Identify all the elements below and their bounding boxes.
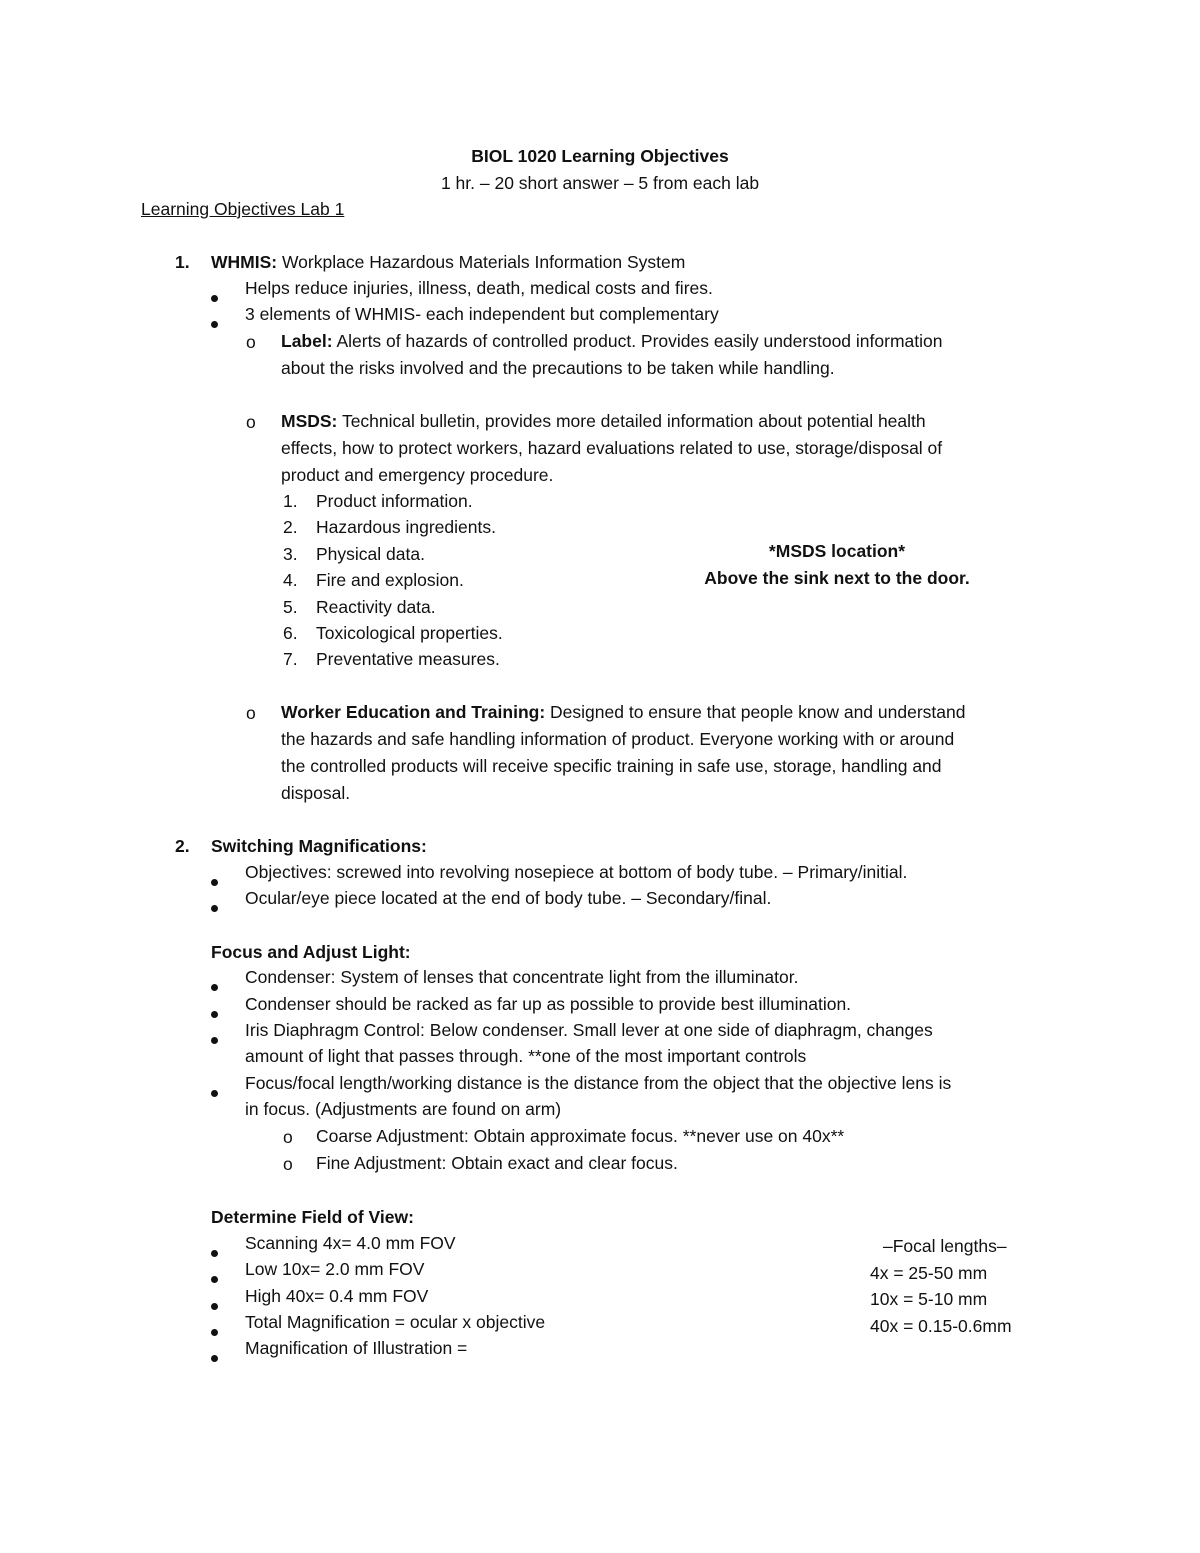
list-item: Iris Diaphragm Control: Below condenser. Small lever at one side of diaphragm, changes	[245, 1020, 933, 1040]
page-title: BIOL 1020 Learning Objectives	[471, 146, 729, 166]
label-text: Alerts of hazards of controlled product. Provides easily understood information	[336, 331, 943, 351]
msds-text: Technical bulletin, provides more detailed information about potential health	[341, 411, 926, 431]
list-item: Total Magnification = ocular x objective	[245, 1312, 546, 1332]
list-item: Objectives: screwed into revolving nosepiece at bottom of body tube. – Primary/initial.	[245, 862, 908, 882]
list-item-cont: in focus. (Adjustments are found on arm)	[245, 1099, 562, 1119]
worker-text: Designed to ensure that people know and understand	[550, 702, 966, 722]
list-item: Focus/focal length/working distance is the distance from the object that the objective lens is	[245, 1073, 952, 1093]
msds-location-title: *MSDS location*	[768, 541, 906, 561]
label-description-cont: about the risks involved and the precautions to be taken while handling.	[281, 358, 835, 378]
list-item: Condenser: System of lenses that concentrate light from the illuminator.	[245, 967, 799, 987]
bullet-dot	[211, 1027, 218, 1049]
list-item: Magnification of Illustration =	[245, 1338, 468, 1358]
worker-education-cont: the hazards and safe handling information of product. Everyone working with or around	[281, 729, 955, 749]
msds-list-number: 4.	[283, 570, 298, 590]
bullet-dot	[211, 895, 218, 917]
bullet-dot	[211, 285, 218, 307]
msds-location-text: Above the sink next to the door.	[704, 568, 970, 588]
sub-bullet-marker: o	[246, 332, 256, 352]
worker-education-cont: the controlled products will receive specific training in safe use, storage, handling and	[281, 756, 942, 776]
label-description	[281, 330, 942, 352]
list-item-cont: amount of light that passes through. **one of the most important controls	[245, 1046, 807, 1066]
focal-length-item: 40x = 0.15-0.6mm	[870, 1316, 1012, 1336]
msds-list-item: Fire and explosion.	[316, 570, 464, 590]
msds-list-item: Hazardous ingredients.	[316, 517, 496, 537]
switching-heading: Switching Magnifications:	[211, 836, 427, 856]
list-item: 3 elements of WHMIS- each independent but complementary	[245, 304, 719, 324]
focal-length-item: 4x = 25-50 mm	[870, 1263, 988, 1283]
msds-list-number: 5.	[283, 597, 298, 617]
page-subtitle: 1 hr. – 20 short answer – 5 from each lab	[440, 173, 760, 193]
whmis-text: Workplace Hazardous Materials Information System	[281, 252, 686, 272]
msds-list-number: 6.	[283, 623, 298, 643]
msds-list-item: Physical data.	[316, 544, 425, 564]
list-item: Scanning 4x= 4.0 mm FOV	[245, 1233, 456, 1253]
msds-list-item: Reactivity data.	[316, 597, 436, 617]
worker-title: Worker Education and Training:	[281, 702, 546, 722]
sub-bullet-marker: o	[283, 1154, 293, 1174]
list-item: Low 10x= 2.0 mm FOV	[245, 1259, 425, 1279]
msds-list-number: 3.	[283, 544, 298, 564]
list-item: High 40x= 0.4 mm FOV	[245, 1286, 429, 1306]
bullet-dot	[211, 869, 218, 891]
focus-heading: Focus and Adjust Light:	[211, 942, 411, 962]
msds-description-cont: product and emergency procedure.	[281, 465, 554, 485]
fov-heading: Determine Field of View:	[211, 1207, 414, 1227]
msds-description	[281, 410, 926, 432]
list-number: 1.	[175, 252, 190, 272]
msds-title: MSDS:	[281, 411, 338, 431]
whmis-label: WHMIS:	[211, 252, 278, 272]
bullet-dot	[211, 311, 218, 333]
msds-list-number: 2.	[283, 517, 298, 537]
sub-bullet-marker: o	[246, 703, 256, 723]
list-item: Ocular/eye piece located at the end of body tube. – Secondary/final.	[245, 888, 772, 908]
msds-list-item: Product information.	[316, 491, 473, 511]
bullet-dot	[211, 1240, 218, 1262]
msds-list-item: Toxicological properties.	[316, 623, 503, 643]
list-number: 2.	[175, 836, 190, 856]
bullet-dot	[211, 1266, 218, 1288]
label-title: Label:	[281, 331, 333, 351]
bullet-dot	[211, 1293, 218, 1315]
worker-education-cont: disposal.	[281, 783, 351, 803]
bullet-dot	[211, 1080, 218, 1102]
bullet-dot	[211, 974, 218, 996]
bullet-dot	[211, 1319, 218, 1341]
section-heading: Learning Objectives Lab 1	[141, 199, 345, 219]
sub-bullet-marker: o	[246, 412, 256, 432]
focal-length-item: 10x = 5-10 mm	[870, 1289, 988, 1309]
sub-list-item: Fine Adjustment: Obtain exact and clear focus.	[316, 1153, 678, 1173]
sub-bullet-marker: o	[283, 1127, 293, 1147]
bullet-dot	[211, 1345, 218, 1367]
sub-list-item: Coarse Adjustment: Obtain approximate focus. **never use on 40x**	[316, 1126, 845, 1146]
msds-list-number: 1.	[283, 491, 298, 511]
list-item: Helps reduce injuries, illness, death, medical costs and fires.	[245, 278, 713, 298]
msds-list-number: 7.	[283, 649, 298, 669]
list-item: Condenser should be racked as far up as possible to provide best illumination.	[245, 994, 852, 1014]
msds-description-cont: effects, how to protect workers, hazard evaluations related to use, storage/disposal of	[281, 438, 943, 458]
focal-lengths-title: –Focal lengths–	[883, 1236, 1007, 1256]
whmis-heading	[211, 251, 685, 273]
worker-education	[281, 701, 965, 723]
bullet-dot	[211, 1001, 218, 1023]
msds-list-item: Preventative measures.	[316, 649, 500, 669]
